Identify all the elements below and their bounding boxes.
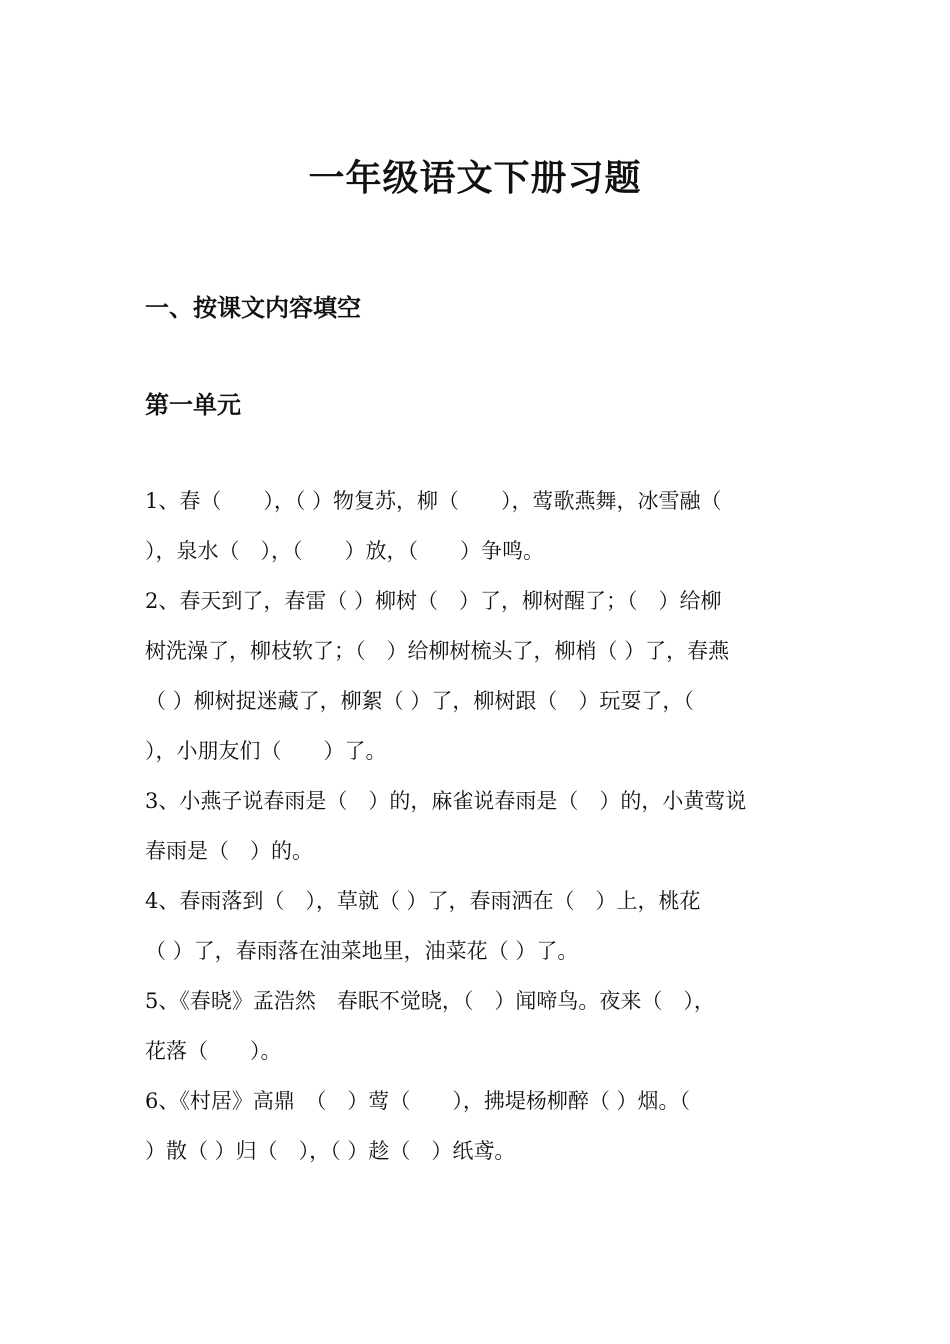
exercise-list <box>145 476 810 1176</box>
exercise-line: 春雨是（ ）的。 <box>145 839 313 863</box>
exercise-line: 2、春天到了，春雷（ ）柳树（ ）了，柳树醒了；（ ）给柳 <box>145 589 722 613</box>
section-heading: 一、按课文内容填空 <box>145 293 361 322</box>
exercise-line: 1、春（ ），（ ）物复苏，柳（ ），莺歌燕舞，冰雪融（ <box>145 489 722 513</box>
exercise-line: 花落（ ）。 <box>145 1039 282 1063</box>
exercise-line: ），泉水（ ），（ ）放，（ ）争鸣。 <box>145 539 544 563</box>
exercise-line: 5、《春晓》孟浩然 春眠不觉晓，（ ）闻啼鸟。夜来（ ）， <box>145 989 715 1013</box>
exercise-line: 6、《村居》高鼎 （ ）莺（ ），拂堤杨柳醉（ ）烟。（ <box>145 1089 691 1113</box>
exercise-line: 3、小燕子说春雨是（ ）的，麻雀说春雨是（ ）的，小黄莺说 <box>145 789 747 813</box>
exercise-line: （ ）柳树捉迷藏了，柳絮（ ）了，柳树跟（ ）玩耍了，（ <box>145 689 694 713</box>
exercise-line: （ ）了，春雨落在油菜地里，油菜花（ ）了。 <box>145 939 579 963</box>
exercise-line: 4、春雨落到（ ），草就（ ）了，春雨洒在（ ）上，桃花 <box>145 889 701 913</box>
document-title: 一年级语文下册习题 <box>308 157 642 199</box>
unit-heading: 第一单元 <box>145 390 241 419</box>
exercise-line: 树洗澡了，柳枝软了；（ ）给柳树梳头了，柳梢（ ）了，春燕 <box>145 639 730 663</box>
exercise-line: ），小朋友们（ ）了。 <box>145 739 387 763</box>
exercise-line: ）散（ ）归（ ），（ ）趁（ ）纸鸢。 <box>145 1139 516 1163</box>
